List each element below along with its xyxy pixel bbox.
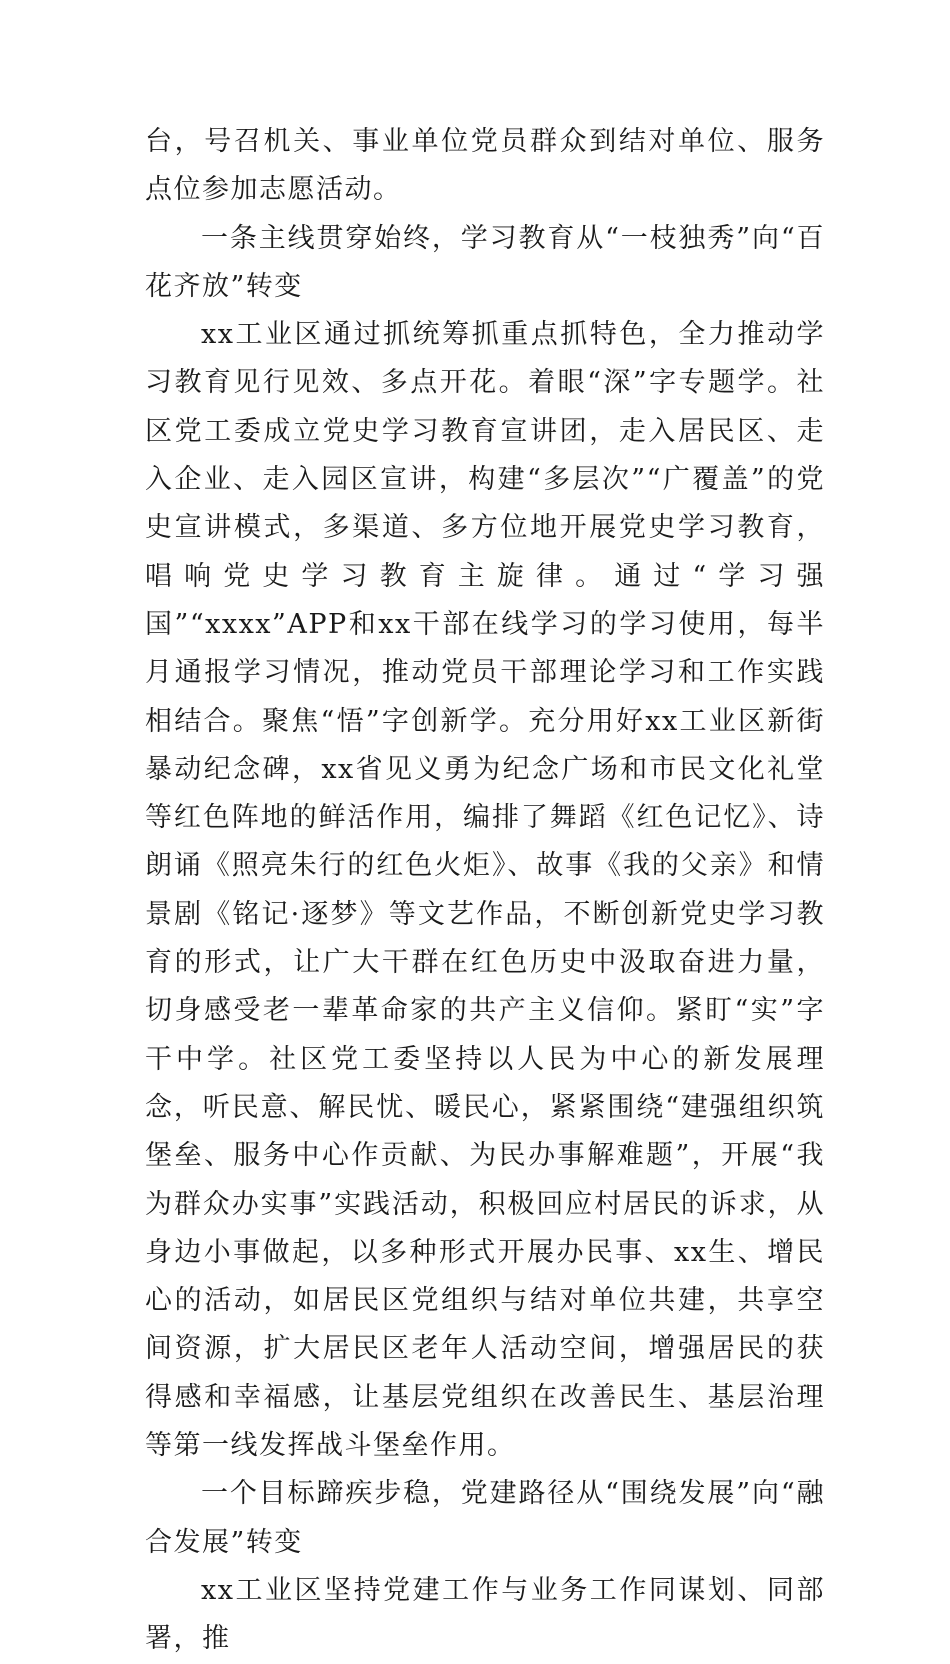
section-heading-party-building: 一个目标蹄疾步稳，党建路径从“围绕发展”向“融合发展”转变 (145, 1478, 825, 1558)
document-body (145, 118, 825, 1664)
paragraph-party-building: xx工业区坚持党建工作与业务工作同谋划、同部署，推 (145, 1574, 825, 1655)
paragraph-study-education: xx工业区通过抓统筹抓重点抓特色，全力推动学习教育见行见效、多点开花。着眼“深”字专题学。社区党工委成立党史学习教育宣讲团，走入居民区、走入企业、走入园区宣讲，构建“多层次”“广覆盖”的党史宣讲模式，多渠道、多方位地开展党史学习教育，唱响党史学习教育主旋律。通过“学习强国”“xxxx”APP和xx干部在线学习的学习使用，每半月通报学习情况，推动党员干部理论学习和工作实践相结合。聚焦“悟”字创新学。充分用好xx工业区新街暴动纪念碑，xx省见义勇为纪念广场和市民文化礼堂等红色阵地的鲜活作用，编排了舞蹈《红色记忆》、诗朗诵《照亮朱行的红色火炬》、故事《我的父亲》和情景剧《铭记·逐梦》等文艺作品，不断创新党史学习教育的形式，让广大干群在红色历史中汲取奋进力量，切身感受老一辈革命家的共产主义信仰。紧盯“实”字干中学。社区党工委坚持以人民为中心的新发展理念，听民意、解民忧、暖民心，紧紧围绕“建强组织筑堡垒、服务中心作贡献、为民办事解难题”，开展“我为群众办实事”实践活动，积极回应村居民的诉求，从身边小事做起，以多种形式开展办民事、xx生、增民心的活动，如居民区党组织与结对单位共建，共享空间资源，扩大居民区老年人活动空间，增强居民的获得感和幸福感，让基层党组织在改善民生、基层治理等第一线发挥战斗堡垒作用。 (145, 319, 825, 1462)
section-heading-study-education: 一条主线贯穿始终，学习教育从“一枝独秀”向“百花齐放”转变 (145, 222, 825, 302)
paragraph-continuation: 台，号召机关、事业单位党员群众到结对单位、服务点位参加志愿活动。 (145, 126, 825, 206)
